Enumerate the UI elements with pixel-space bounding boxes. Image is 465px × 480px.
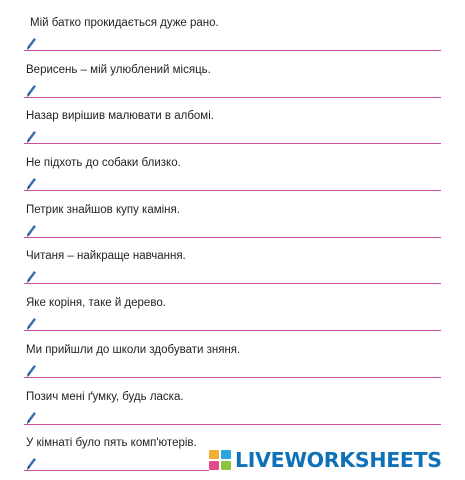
brand-name: LIVEWORKSHEETS — [235, 448, 442, 472]
answer-field-4[interactable] — [24, 176, 441, 191]
answer-field-2[interactable] — [24, 83, 441, 98]
exercise-item — [0, 203, 465, 249]
sentence-prompt: Мій батко прокидається дуже рано. — [30, 17, 219, 29]
answer-field-5[interactable] — [24, 223, 441, 238]
answer-row — [24, 83, 442, 99]
exercise-item — [0, 156, 465, 202]
answer-row — [24, 223, 442, 239]
answer-row — [24, 363, 442, 379]
sentence-prompt: Назар вирішив малювати в албомі. — [26, 110, 214, 122]
sentence-prompt: Петрик знайшов купу каміня. — [26, 204, 180, 216]
answer-row — [24, 269, 442, 285]
exercise-item — [0, 296, 465, 342]
sentence-prompt: Не підхоть до собаки близко. — [26, 157, 181, 169]
answer-row — [24, 36, 442, 52]
sentence-prompt: Верисень – мій улюблений місяць. — [26, 64, 211, 76]
sentence-prompt: Читаня – найкраще навчання. — [26, 250, 186, 262]
sentence-prompt: Ми прийшли до школи здобувати зняня. — [26, 344, 241, 356]
answer-field-7[interactable] — [24, 316, 441, 331]
exercise-item — [0, 63, 465, 109]
answer-field-6[interactable] — [24, 269, 441, 284]
exercise-item — [0, 249, 465, 295]
answer-row — [24, 129, 442, 145]
liveworksheets-logo-icon — [209, 450, 231, 470]
liveworksheets-brand — [209, 447, 442, 473]
answer-field-10[interactable] — [24, 456, 209, 471]
exercise-item — [0, 16, 465, 62]
sentence-prompt: У кімнаті було пять комп'ютерів. — [26, 437, 197, 449]
answer-field-3[interactable] — [24, 129, 441, 144]
exercise-item — [0, 343, 465, 389]
sentence-prompt: Позич мені ґумку, будь ласка. — [26, 391, 184, 403]
answer-row — [24, 316, 442, 332]
answer-field-8[interactable] — [24, 363, 441, 378]
answer-field-9[interactable] — [24, 410, 441, 425]
answer-field-1[interactable] — [24, 36, 441, 51]
sentence-prompt: Яке коріня, таке й дерево. — [26, 297, 166, 309]
answer-row — [24, 410, 442, 426]
exercise-item — [0, 390, 465, 436]
exercise-item — [0, 109, 465, 155]
answer-row — [24, 176, 442, 192]
